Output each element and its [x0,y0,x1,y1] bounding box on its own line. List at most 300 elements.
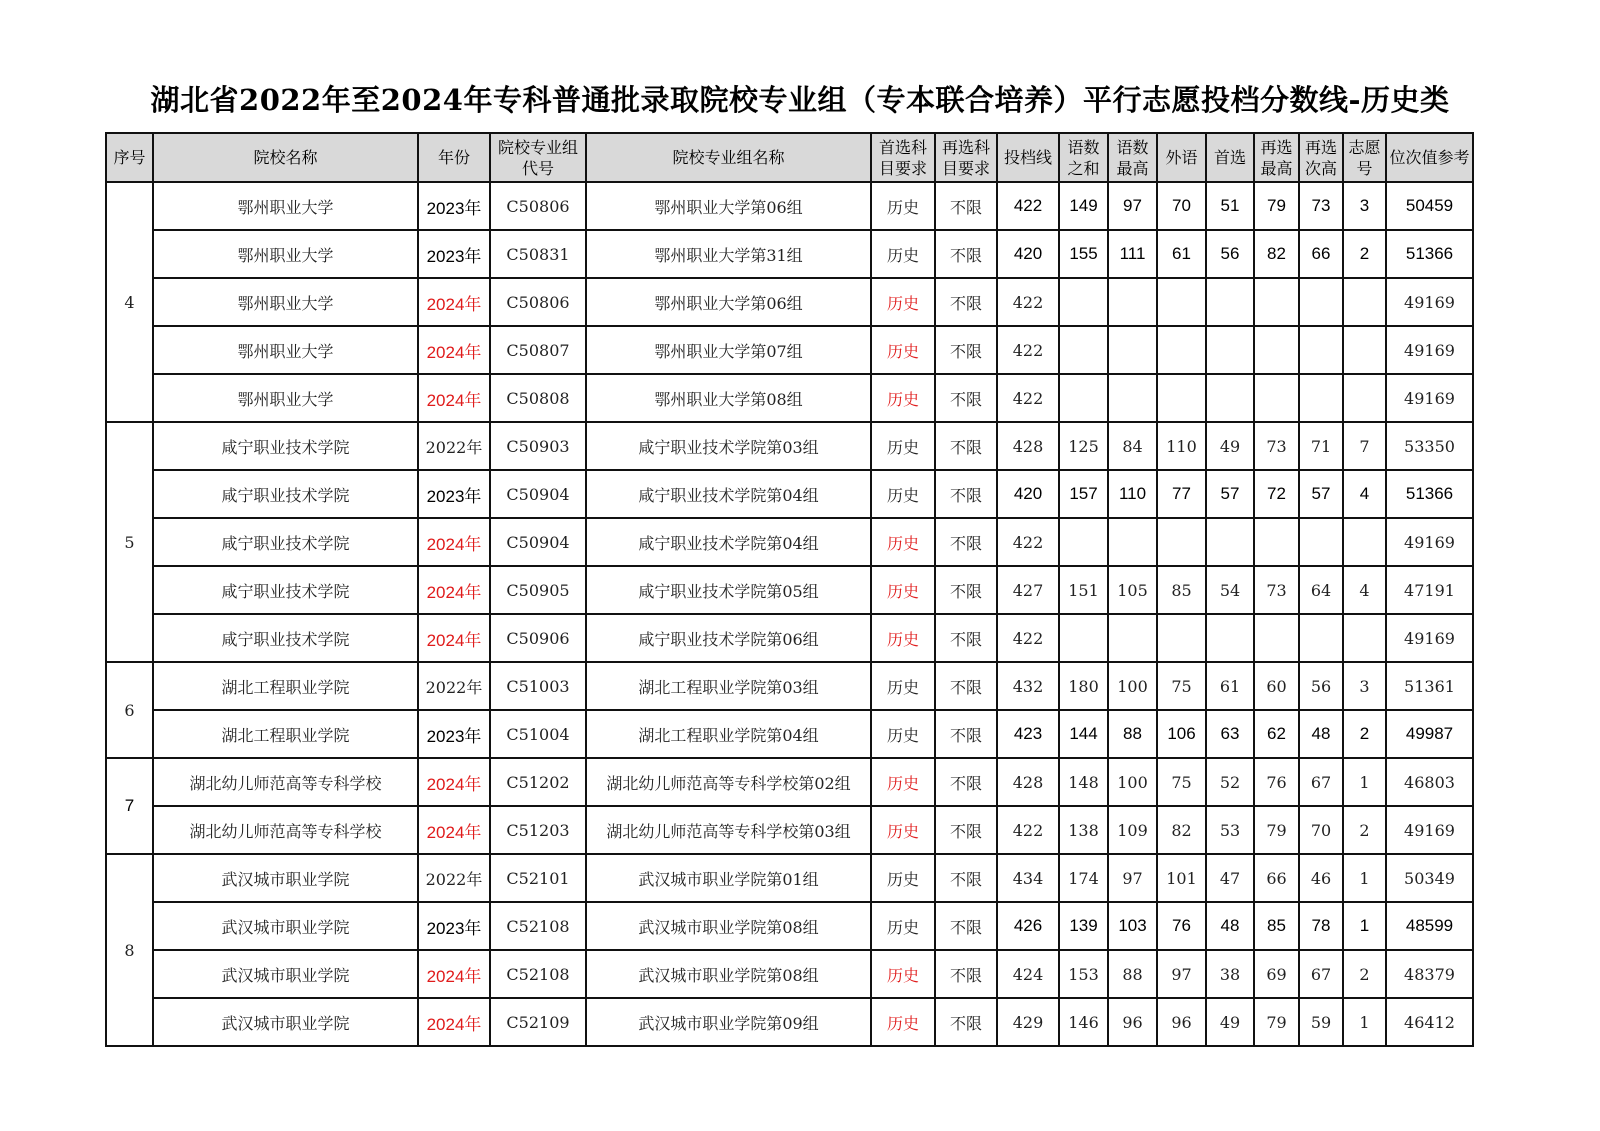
cutoff-cell: 422 [997,614,1059,662]
second-runnerup-cell: 48 [1299,710,1343,758]
wish-number-cell: 1 [1343,854,1386,902]
foreign-language-cell [1157,326,1206,374]
seq-cell: 7 [106,758,153,854]
rank-cell: 49169 [1386,518,1473,566]
foreign-language-cell [1157,278,1206,326]
col-header-group-code: 院校专业组代号 [490,133,586,182]
first-choice-cell: 63 [1206,710,1254,758]
col-header-chinese-math-sum: 语数之和 [1059,133,1108,182]
second-subject-cell: 不限 [935,422,997,470]
cutoff-cell: 423 [997,710,1059,758]
second-max-cell: 66 [1254,854,1299,902]
second-max-cell [1254,614,1299,662]
table-row [106,854,1473,902]
table-row [106,710,1473,758]
chinese-math-max-cell: 100 [1108,662,1157,710]
chinese-math-sum-cell: 174 [1059,854,1108,902]
foreign-language-cell: 110 [1157,422,1206,470]
group-code-cell: C50905 [490,566,586,614]
col-header-second-runnerup: 再选次高 [1299,133,1343,182]
cutoff-cell: 424 [997,950,1059,998]
second-subject-cell: 不限 [935,182,997,230]
wish-number-cell: 2 [1343,950,1386,998]
table-row [106,566,1473,614]
school-cell: 鄂州职业大学 [153,374,418,422]
col-header-wish-number: 志愿号 [1343,133,1386,182]
second-runnerup-cell: 78 [1299,902,1343,950]
chinese-math-sum-cell: 153 [1059,950,1108,998]
second-max-cell: 85 [1254,902,1299,950]
table-row [106,998,1473,1046]
chinese-math-sum-cell [1059,518,1108,566]
group-name-cell: 鄂州职业大学第31组 [586,230,871,278]
year-cell: 2022年 [418,422,490,470]
group-code-cell: C52109 [490,998,586,1046]
chinese-math-sum-cell: 157 [1059,470,1108,518]
year-cell: 2022年 [418,662,490,710]
table-row [106,806,1473,854]
year-cell: 2024年 [418,758,490,806]
school-cell: 鄂州职业大学 [153,182,418,230]
second-max-cell: 73 [1254,422,1299,470]
foreign-language-cell [1157,518,1206,566]
first-subject-cell: 历史 [871,374,935,422]
second-max-cell: 79 [1254,182,1299,230]
col-header-second-subject: 再选科目要求 [935,133,997,182]
second-runnerup-cell [1299,278,1343,326]
foreign-language-cell: 75 [1157,758,1206,806]
chinese-math-max-cell: 110 [1108,470,1157,518]
group-name-cell: 咸宁职业技术学院第06组 [586,614,871,662]
foreign-language-cell: 106 [1157,710,1206,758]
chinese-math-max-cell: 111 [1108,230,1157,278]
school-cell: 咸宁职业技术学院 [153,566,418,614]
first-choice-cell: 52 [1206,758,1254,806]
group-name-cell: 咸宁职业技术学院第05组 [586,566,871,614]
second-runnerup-cell [1299,518,1343,566]
first-subject-cell: 历史 [871,422,935,470]
second-max-cell: 72 [1254,470,1299,518]
chinese-math-max-cell: 100 [1108,758,1157,806]
second-max-cell: 62 [1254,710,1299,758]
first-subject-cell: 历史 [871,998,935,1046]
table-row [106,422,1473,470]
rank-cell: 50349 [1386,854,1473,902]
rank-cell: 48599 [1386,902,1473,950]
group-name-cell: 咸宁职业技术学院第03组 [586,422,871,470]
group-code-cell: C50906 [490,614,586,662]
table-row [106,518,1473,566]
group-name-cell: 武汉城市职业学院第01组 [586,854,871,902]
chinese-math-sum-cell [1059,374,1108,422]
cutoff-cell: 422 [997,278,1059,326]
second-runnerup-cell: 73 [1299,182,1343,230]
first-choice-cell: 57 [1206,470,1254,518]
cutoff-cell: 428 [997,422,1059,470]
col-header-rank: 位次值参考 [1386,133,1473,182]
school-cell: 咸宁职业技术学院 [153,614,418,662]
second-subject-cell: 不限 [935,854,997,902]
second-runnerup-cell: 66 [1299,230,1343,278]
second-max-cell [1254,278,1299,326]
group-code-cell: C50806 [490,182,586,230]
rank-cell: 50459 [1386,182,1473,230]
year-cell: 2022年 [418,854,490,902]
first-choice-cell: 49 [1206,998,1254,1046]
wish-number-cell: 2 [1343,710,1386,758]
second-max-cell: 69 [1254,950,1299,998]
col-header-year: 年份 [418,133,490,182]
school-cell: 湖北幼儿师范高等专科学校 [153,806,418,854]
second-subject-cell: 不限 [935,998,997,1046]
table-row [106,950,1473,998]
cutoff-cell: 429 [997,998,1059,1046]
chinese-math-sum-cell: 151 [1059,566,1108,614]
second-runnerup-cell: 46 [1299,854,1343,902]
first-subject-cell: 历史 [871,806,935,854]
school-cell: 鄂州职业大学 [153,326,418,374]
group-name-cell: 鄂州职业大学第06组 [586,182,871,230]
chinese-math-sum-cell: 148 [1059,758,1108,806]
group-code-cell: C51203 [490,806,586,854]
first-subject-cell: 历史 [871,614,935,662]
foreign-language-cell: 75 [1157,662,1206,710]
col-header-foreign-language: 外语 [1157,133,1206,182]
first-choice-cell: 56 [1206,230,1254,278]
rank-cell: 51361 [1386,662,1473,710]
table-row [106,902,1473,950]
second-subject-cell: 不限 [935,566,997,614]
first-choice-cell: 38 [1206,950,1254,998]
chinese-math-max-cell [1108,374,1157,422]
foreign-language-cell: 77 [1157,470,1206,518]
cutoff-cell: 420 [997,230,1059,278]
wish-number-cell: 2 [1343,230,1386,278]
wish-number-cell: 4 [1343,566,1386,614]
chinese-math-sum-cell: 149 [1059,182,1108,230]
year-cell: 2024年 [418,326,490,374]
table-row [106,470,1473,518]
second-max-cell: 60 [1254,662,1299,710]
chinese-math-max-cell [1108,518,1157,566]
first-choice-cell: 48 [1206,902,1254,950]
rank-cell: 49169 [1386,374,1473,422]
year-cell: 2023年 [418,902,490,950]
second-runnerup-cell: 71 [1299,422,1343,470]
group-code-cell: C50806 [490,278,586,326]
year-cell: 2023年 [418,470,490,518]
rank-cell: 49987 [1386,710,1473,758]
second-runnerup-cell [1299,614,1343,662]
cutoff-cell: 422 [997,326,1059,374]
year-cell: 2024年 [418,614,490,662]
group-code-cell: C51003 [490,662,586,710]
col-header-group-name: 院校专业组名称 [586,133,871,182]
chinese-math-sum-cell: 155 [1059,230,1108,278]
table-row [106,758,1473,806]
table-row [106,326,1473,374]
rank-cell: 47191 [1386,566,1473,614]
rank-cell: 51366 [1386,230,1473,278]
group-name-cell: 湖北幼儿师范高等专科学校第03组 [586,806,871,854]
second-subject-cell: 不限 [935,230,997,278]
chinese-math-max-cell [1108,614,1157,662]
school-cell: 咸宁职业技术学院 [153,518,418,566]
wish-number-cell: 1 [1343,758,1386,806]
second-subject-cell: 不限 [935,662,997,710]
first-subject-cell: 历史 [871,230,935,278]
first-subject-cell: 历史 [871,758,935,806]
second-subject-cell: 不限 [935,278,997,326]
first-subject-cell: 历史 [871,950,935,998]
wish-number-cell: 7 [1343,422,1386,470]
school-cell: 咸宁职业技术学院 [153,470,418,518]
rank-cell: 46803 [1386,758,1473,806]
chinese-math-max-cell: 88 [1108,710,1157,758]
first-subject-cell: 历史 [871,854,935,902]
first-subject-cell: 历史 [871,278,935,326]
page-title: 湖北省2022年至2024年专科普通批录取院校专业组（专本联合培养）平行志愿投档分数线-历史类 [150,83,1450,117]
wish-number-cell: 4 [1343,470,1386,518]
year-cell: 2024年 [418,950,490,998]
rank-cell: 49169 [1386,614,1473,662]
cutoff-cell: 426 [997,902,1059,950]
second-max-cell: 82 [1254,230,1299,278]
group-code-cell: C51202 [490,758,586,806]
chinese-math-sum-cell: 139 [1059,902,1108,950]
second-subject-cell: 不限 [935,902,997,950]
second-runnerup-cell: 57 [1299,470,1343,518]
wish-number-cell [1343,518,1386,566]
table-row [106,662,1473,710]
second-runnerup-cell [1299,374,1343,422]
table-row [106,230,1473,278]
second-subject-cell: 不限 [935,518,997,566]
wish-number-cell [1343,374,1386,422]
first-choice-cell [1206,614,1254,662]
first-choice-cell [1206,374,1254,422]
year-cell: 2023年 [418,230,490,278]
rank-cell: 51366 [1386,470,1473,518]
chinese-math-max-cell: 84 [1108,422,1157,470]
cutoff-cell: 422 [997,182,1059,230]
chinese-math-sum-cell: 146 [1059,998,1108,1046]
chinese-math-max-cell: 88 [1108,950,1157,998]
school-cell: 湖北幼儿师范高等专科学校 [153,758,418,806]
group-name-cell: 咸宁职业技术学院第04组 [586,518,871,566]
cutoff-cell: 428 [997,758,1059,806]
chinese-math-sum-cell: 180 [1059,662,1108,710]
second-subject-cell: 不限 [935,374,997,422]
group-name-cell: 鄂州职业大学第06组 [586,278,871,326]
cutoff-cell: 432 [997,662,1059,710]
second-subject-cell: 不限 [935,758,997,806]
foreign-language-cell [1157,614,1206,662]
second-max-cell: 76 [1254,758,1299,806]
group-name-cell: 湖北工程职业学院第04组 [586,710,871,758]
foreign-language-cell: 96 [1157,998,1206,1046]
seq-cell: 8 [106,854,153,1046]
school-cell: 湖北工程职业学院 [153,662,418,710]
col-header-cutoff: 投档线 [997,133,1059,182]
year-cell: 2023年 [418,710,490,758]
foreign-language-cell: 97 [1157,950,1206,998]
chinese-math-sum-cell [1059,326,1108,374]
chinese-math-max-cell: 96 [1108,998,1157,1046]
foreign-language-cell: 76 [1157,902,1206,950]
group-code-cell: C50831 [490,230,586,278]
wish-number-cell: 1 [1343,998,1386,1046]
table-row [106,278,1473,326]
first-choice-cell: 47 [1206,854,1254,902]
first-subject-cell: 历史 [871,662,935,710]
first-subject-cell: 历史 [871,902,935,950]
year-cell: 2024年 [418,566,490,614]
chinese-math-max-cell: 105 [1108,566,1157,614]
chinese-math-max-cell: 109 [1108,806,1157,854]
first-choice-cell [1206,278,1254,326]
school-cell: 武汉城市职业学院 [153,902,418,950]
first-choice-cell: 54 [1206,566,1254,614]
table-body [106,182,1473,1046]
second-runnerup-cell: 67 [1299,950,1343,998]
school-cell: 武汉城市职业学院 [153,950,418,998]
rank-cell: 49169 [1386,326,1473,374]
second-subject-cell: 不限 [935,326,997,374]
year-cell: 2024年 [418,806,490,854]
first-subject-cell: 历史 [871,326,935,374]
second-max-cell [1254,518,1299,566]
second-max-cell [1254,326,1299,374]
table-row [106,182,1473,230]
group-name-cell: 鄂州职业大学第08组 [586,374,871,422]
foreign-language-cell: 70 [1157,182,1206,230]
cutoff-cell: 420 [997,470,1059,518]
chinese-math-max-cell: 97 [1108,854,1157,902]
year-cell: 2023年 [418,182,490,230]
chinese-math-max-cell [1108,326,1157,374]
wish-number-cell [1343,278,1386,326]
cutoff-cell: 422 [997,518,1059,566]
score-table [105,132,1474,1047]
wish-number-cell: 3 [1343,662,1386,710]
school-cell: 鄂州职业大学 [153,230,418,278]
cutoff-cell: 427 [997,566,1059,614]
chinese-math-max-cell [1108,278,1157,326]
second-subject-cell: 不限 [935,950,997,998]
year-cell: 2024年 [418,998,490,1046]
school-cell: 武汉城市职业学院 [153,854,418,902]
first-choice-cell [1206,326,1254,374]
year-cell: 2024年 [418,518,490,566]
group-code-cell: C52108 [490,950,586,998]
first-choice-cell: 61 [1206,662,1254,710]
col-header-seq: 序号 [106,133,153,182]
rank-cell: 46412 [1386,998,1473,1046]
rank-cell: 49169 [1386,278,1473,326]
group-name-cell: 湖北工程职业学院第03组 [586,662,871,710]
second-runnerup-cell: 70 [1299,806,1343,854]
chinese-math-max-cell: 97 [1108,182,1157,230]
foreign-language-cell: 82 [1157,806,1206,854]
wish-number-cell: 2 [1343,806,1386,854]
col-header-first-subject: 首选科目要求 [871,133,935,182]
second-subject-cell: 不限 [935,710,997,758]
rank-cell: 53350 [1386,422,1473,470]
group-name-cell: 咸宁职业技术学院第04组 [586,470,871,518]
group-name-cell: 湖北幼儿师范高等专科学校第02组 [586,758,871,806]
second-max-cell: 79 [1254,806,1299,854]
chinese-math-sum-cell: 138 [1059,806,1108,854]
second-subject-cell: 不限 [935,614,997,662]
first-subject-cell: 历史 [871,182,935,230]
group-code-cell: C50903 [490,422,586,470]
first-choice-cell: 49 [1206,422,1254,470]
first-subject-cell: 历史 [871,518,935,566]
seq-cell: 5 [106,422,153,662]
school-cell: 武汉城市职业学院 [153,998,418,1046]
first-subject-cell: 历史 [871,710,935,758]
school-cell: 咸宁职业技术学院 [153,422,418,470]
second-runnerup-cell: 67 [1299,758,1343,806]
first-choice-cell: 51 [1206,182,1254,230]
first-subject-cell: 历史 [871,566,935,614]
group-name-cell: 鄂州职业大学第07组 [586,326,871,374]
chinese-math-sum-cell [1059,278,1108,326]
chinese-math-max-cell: 103 [1108,902,1157,950]
chinese-math-sum-cell [1059,614,1108,662]
group-name-cell: 武汉城市职业学院第08组 [586,902,871,950]
seq-cell: 6 [106,662,153,758]
first-choice-cell [1206,518,1254,566]
second-max-cell: 73 [1254,566,1299,614]
group-code-cell: C52101 [490,854,586,902]
group-code-cell: C50807 [490,326,586,374]
first-choice-cell: 53 [1206,806,1254,854]
cutoff-cell: 434 [997,854,1059,902]
group-name-cell: 武汉城市职业学院第09组 [586,998,871,1046]
group-code-cell: C51004 [490,710,586,758]
school-cell: 湖北工程职业学院 [153,710,418,758]
second-runnerup-cell: 64 [1299,566,1343,614]
rank-cell: 49169 [1386,806,1473,854]
first-subject-cell: 历史 [871,470,935,518]
foreign-language-cell [1157,374,1206,422]
col-header-first-choice: 首选 [1206,133,1254,182]
rank-cell: 48379 [1386,950,1473,998]
col-header-school: 院校名称 [153,133,418,182]
table-row [106,374,1473,422]
foreign-language-cell: 85 [1157,566,1206,614]
second-runnerup-cell [1299,326,1343,374]
wish-number-cell: 3 [1343,182,1386,230]
wish-number-cell [1343,326,1386,374]
col-header-second-max: 再选最高 [1254,133,1299,182]
foreign-language-cell: 101 [1157,854,1206,902]
wish-number-cell [1343,614,1386,662]
second-max-cell [1254,374,1299,422]
group-code-cell: C50904 [490,470,586,518]
second-subject-cell: 不限 [935,806,997,854]
second-runnerup-cell: 59 [1299,998,1343,1046]
wish-number-cell: 1 [1343,902,1386,950]
group-code-cell: C50904 [490,518,586,566]
group-name-cell: 武汉城市职业学院第08组 [586,950,871,998]
year-cell: 2024年 [418,374,490,422]
chinese-math-sum-cell: 144 [1059,710,1108,758]
group-code-cell: C52108 [490,902,586,950]
second-subject-cell: 不限 [935,470,997,518]
